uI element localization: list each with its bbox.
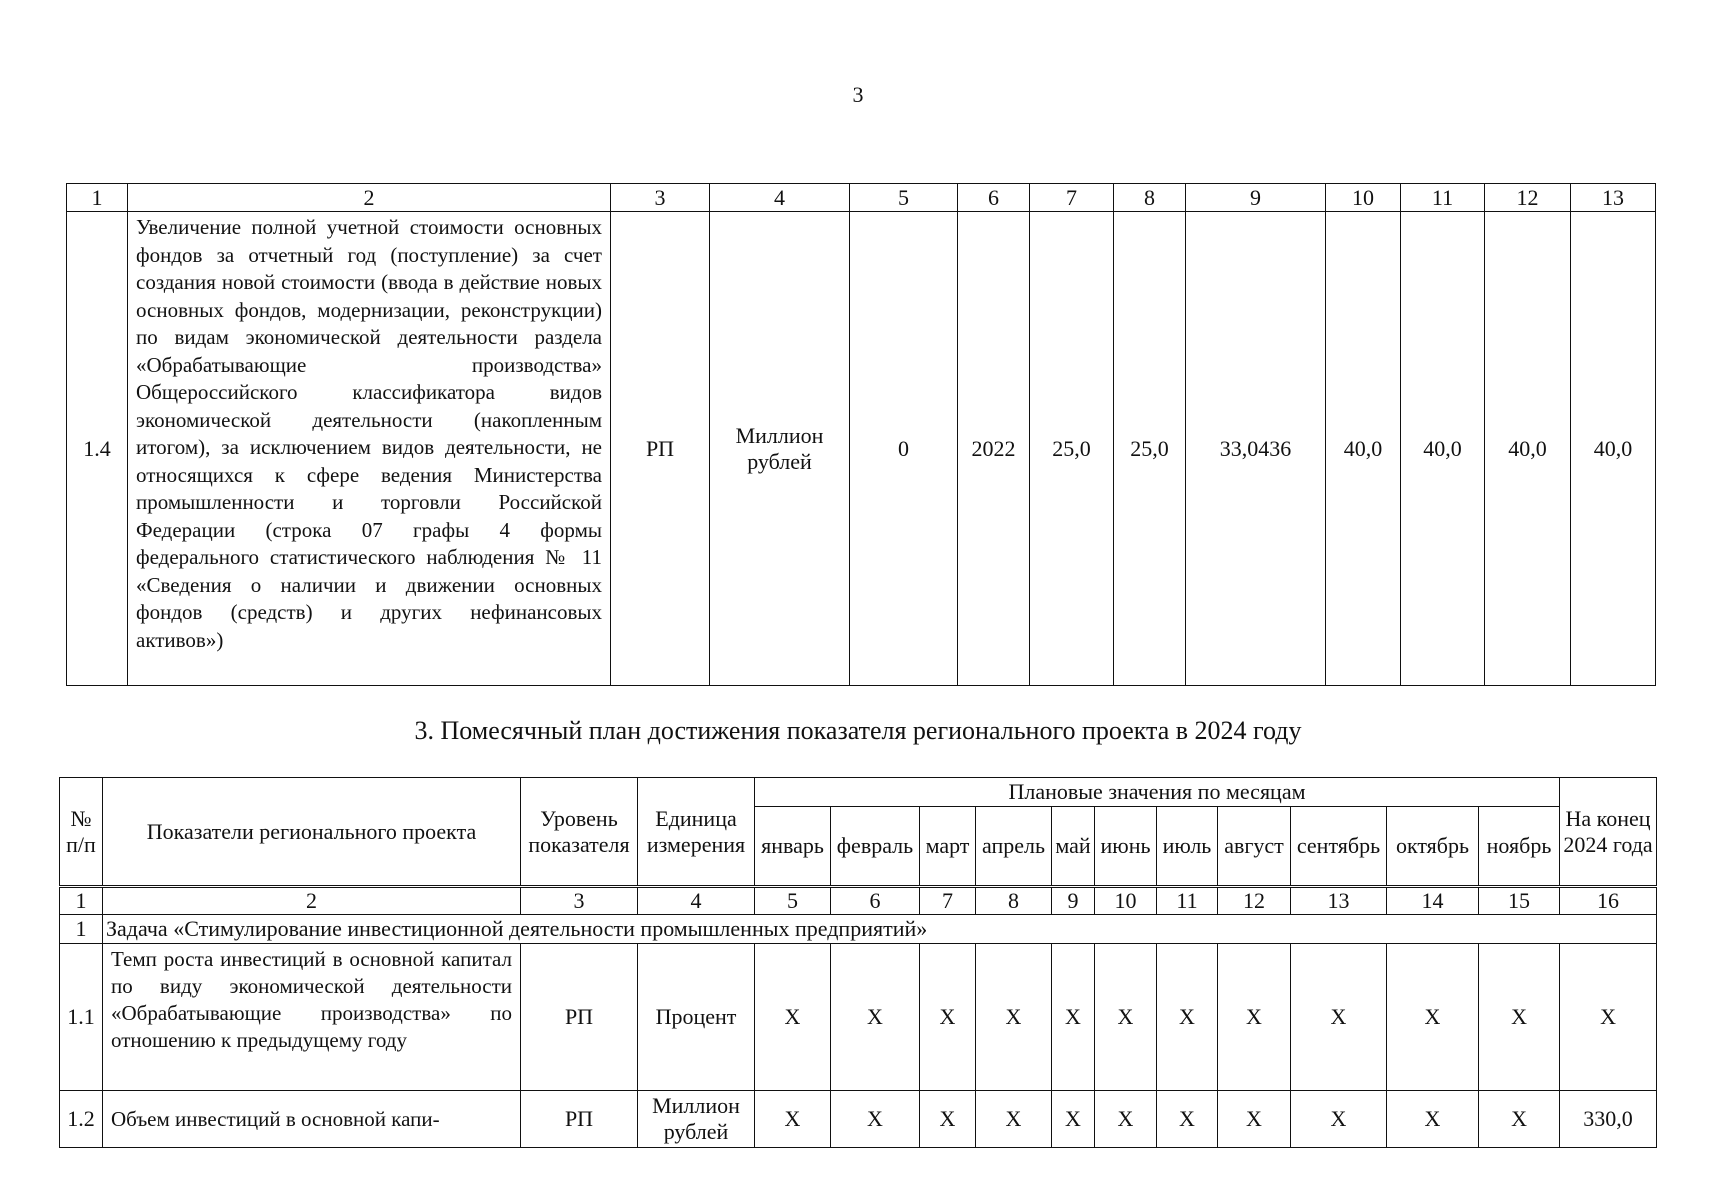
month-header: февраль [831,807,920,887]
value-cell: 330,0 [1560,1091,1657,1148]
value-cell: X [1479,944,1560,1091]
col-number: 8 [1114,184,1186,212]
value-cell: X [1291,944,1387,1091]
unit: Миллион рублей [638,1091,755,1148]
col-number: 1 [60,887,103,915]
col-number: 4 [710,184,850,212]
col-number: 9 [1186,184,1326,212]
col-number: 5 [755,887,831,915]
month-header: июнь [1095,807,1157,887]
monthly-plan-table [59,777,1657,1148]
month-header: август [1218,807,1291,887]
col-number: 16 [1560,887,1657,915]
col-number: 10 [1095,887,1157,915]
value-cell: X [976,944,1052,1091]
month-header: октябрь [1387,807,1479,887]
col-number: 5 [850,184,958,212]
col-number: 2 [103,887,521,915]
value-cell: X [920,1091,976,1148]
value-cell: 40,0 [1485,212,1571,686]
value-cell: X [1387,1091,1479,1148]
month-header: январь [755,807,831,887]
value-cell: X [1218,1091,1291,1148]
page-number: 3 [852,82,864,107]
row-number: 1.1 [60,944,103,1091]
header-plan: Плановые значения по месяцам [755,778,1560,807]
month-header: ноябрь [1479,807,1560,887]
row-number: 1.2 [60,1091,103,1148]
value-cell: 25,0 [1030,212,1114,686]
column-number-row [60,887,1657,915]
indicator-name: Темп роста инвестиций в основной капитал по виду экономической деятельности «Обрабатывающие производства» по отношению к предыдущему году [103,944,521,1091]
col-number: 13 [1571,184,1656,212]
value-cell: X [1218,944,1291,1091]
indicator-level: РП [611,212,710,686]
header-unit: Единица измерения [638,778,755,887]
task-row [60,915,1657,944]
task-number: 1 [60,915,103,944]
col-number: 1 [67,184,128,212]
section-title: 3. Помесячный план достижения показателя регионального проекта в 2024 году [414,716,1302,745]
table-row [60,1091,1657,1148]
month-header: апрель [976,807,1052,887]
base-value: 0 [850,212,958,686]
value-cell: X [1157,1091,1218,1148]
header-indicator: Показатели регионального проекта [103,778,521,887]
col-number: 13 [1291,887,1387,915]
indicator-description: Увеличение полной учетной стоимости основных фондов за отчетный год (поступление) за счет создания новой стоимости (ввода в действие новых основных фондов, модернизации, реконструкции) по видам экономической деятельности раздела «Обрабатывающие производства» Общероссийского классификатора видов экономической деятельности (накопленным итогом), за исключением видов деятельности, не относящихся к сфере ведения Министерства промышленности и торговли Российской Федерации (строка 07 графы 4 формы федерального статистического наблюдения № 11 «Сведения о наличии и движении основных фондов (средств) и других нефинансовых активов») [128,212,611,686]
indicator-level: РП [521,944,638,1091]
header-level: Уровень показателя [521,778,638,887]
col-number: 15 [1479,887,1560,915]
table-row [60,944,1657,1091]
value-cell: 40,0 [1326,212,1401,686]
header-row [60,778,1657,807]
table-row [67,212,1656,686]
col-number: 4 [638,887,755,915]
indicator-level: РП [521,1091,638,1148]
value-cell: X [1560,944,1657,1091]
col-number: 11 [1157,887,1218,915]
value-cell: X [831,1091,920,1148]
indicators-table-continued [66,183,1656,686]
col-number: 6 [958,184,1030,212]
col-number: 12 [1218,887,1291,915]
month-header: сентябрь [1291,807,1387,887]
col-number: 2 [128,184,611,212]
col-number: 7 [1030,184,1114,212]
month-header: июль [1157,807,1218,887]
col-number: 3 [611,184,710,212]
value-cell: X [1095,944,1157,1091]
col-number: 9 [1052,887,1095,915]
unit: Миллион рублей [710,212,850,686]
month-header: май [1052,807,1095,887]
col-number: 14 [1387,887,1479,915]
col-number: 11 [1401,184,1485,212]
value-cell: 25,0 [1114,212,1186,686]
task-text: Задача «Стимулирование инвестиционной деятельности промышленных предприятий» [103,915,1657,944]
col-number: 6 [831,887,920,915]
row-number: 1.4 [67,212,128,686]
header-num: № п/п [60,778,103,887]
value-cell: X [1479,1091,1560,1148]
value-cell: X [1052,1091,1095,1148]
indicator-name: Объем инвестиций в основной капи- [103,1091,521,1148]
col-number: 10 [1326,184,1401,212]
col-number: 3 [521,887,638,915]
value-cell: X [976,1091,1052,1148]
value-cell: X [1095,1091,1157,1148]
value-cell: 40,0 [1571,212,1656,686]
header-end-of-year: На конец 2024 года [1560,778,1657,887]
value-cell: X [920,944,976,1091]
value-cell: X [831,944,920,1091]
column-number-row [67,184,1656,212]
unit: Процент [638,944,755,1091]
value-cell: 40,0 [1401,212,1485,686]
col-number: 8 [976,887,1052,915]
value-cell: X [1387,944,1479,1091]
value-cell: X [755,944,831,1091]
col-number: 12 [1485,184,1571,212]
month-header: март [920,807,976,887]
value-cell: X [1052,944,1095,1091]
value-cell: X [755,1091,831,1148]
value-cell: X [1291,1091,1387,1148]
col-number: 7 [920,887,976,915]
value-cell: X [1157,944,1218,1091]
base-year: 2022 [958,212,1030,686]
value-cell: 33,0436 [1186,212,1326,686]
